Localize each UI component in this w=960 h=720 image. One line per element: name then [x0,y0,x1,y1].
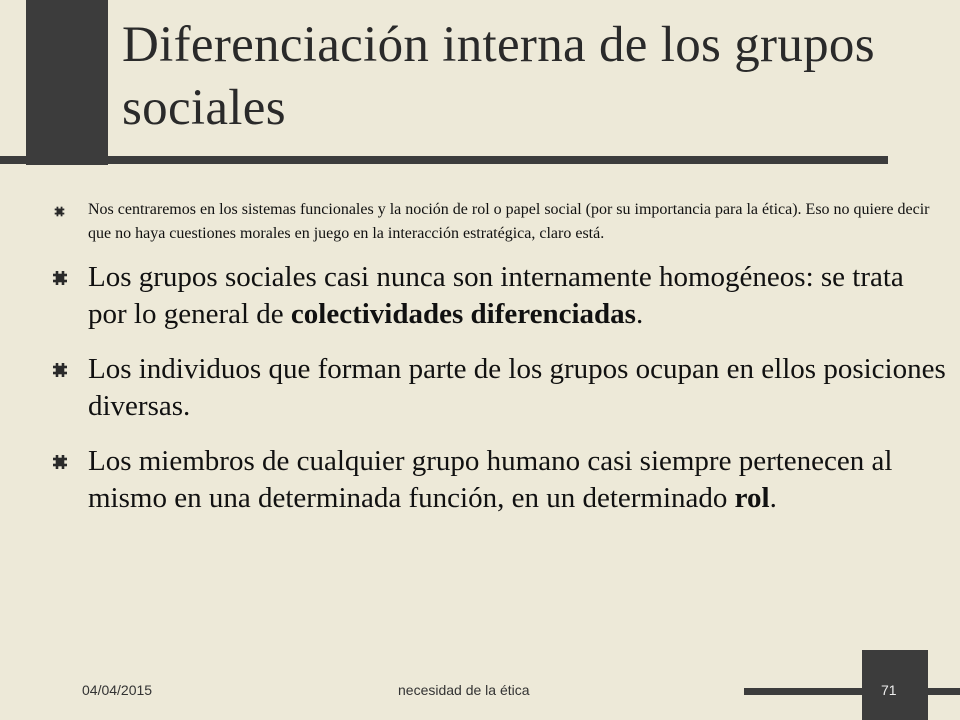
bullet-text [88,261,904,330]
bullet-item [44,443,949,517]
decorative-bar-horizontal-top [0,156,888,164]
hash-bullet-icon [52,454,68,470]
bullet-text-bold: rol [734,482,770,514]
bullet-text [88,201,930,242]
page-number: 71 [881,682,897,698]
bullet-item [44,259,949,333]
bullet-list [44,198,949,535]
bullet-text-segment: Los miembros de cualquier grupo humano casi siempre pertenecen al mismo en una determinada función, en un determinado [88,445,893,514]
bullet-item [44,198,949,246]
bullet-text [88,353,946,422]
footer-date: 04/04/2015 [82,682,153,698]
bullet-text-segment: Los grupos sociales casi nunca son internamente homogéneos: se trata por lo general de [88,261,904,330]
footer-title: necesidad de la ética [398,682,530,698]
bullet-text-bold: colectividades diferenciadas [290,298,636,330]
slide-title: Diferenciación interna de los grupos sociales [122,17,875,136]
decorative-bar-vertical-top [26,0,108,165]
bullet-text-segment: . [635,298,644,330]
bullet-text [88,445,892,514]
bullet-text-segment: Nos centraremos en los sistemas funcionales y la noción de rol o papel social (por su importancia para la ética). Eso no quiere decir que no haya cuestiones morales en juego en la interacción estratégica, claro está. [88,201,930,242]
bullet-item [44,351,949,425]
bullet-text-segment: . [769,482,777,514]
decorative-bar-horizontal-bottom [744,688,960,695]
hash-bullet-icon [52,362,68,378]
bullet-text-segment: Los individuos que forman parte de los grupos ocupan en ellos posiciones diversas. [88,353,946,422]
hash-bullet-icon [54,206,65,217]
hash-bullet-icon [52,270,68,286]
